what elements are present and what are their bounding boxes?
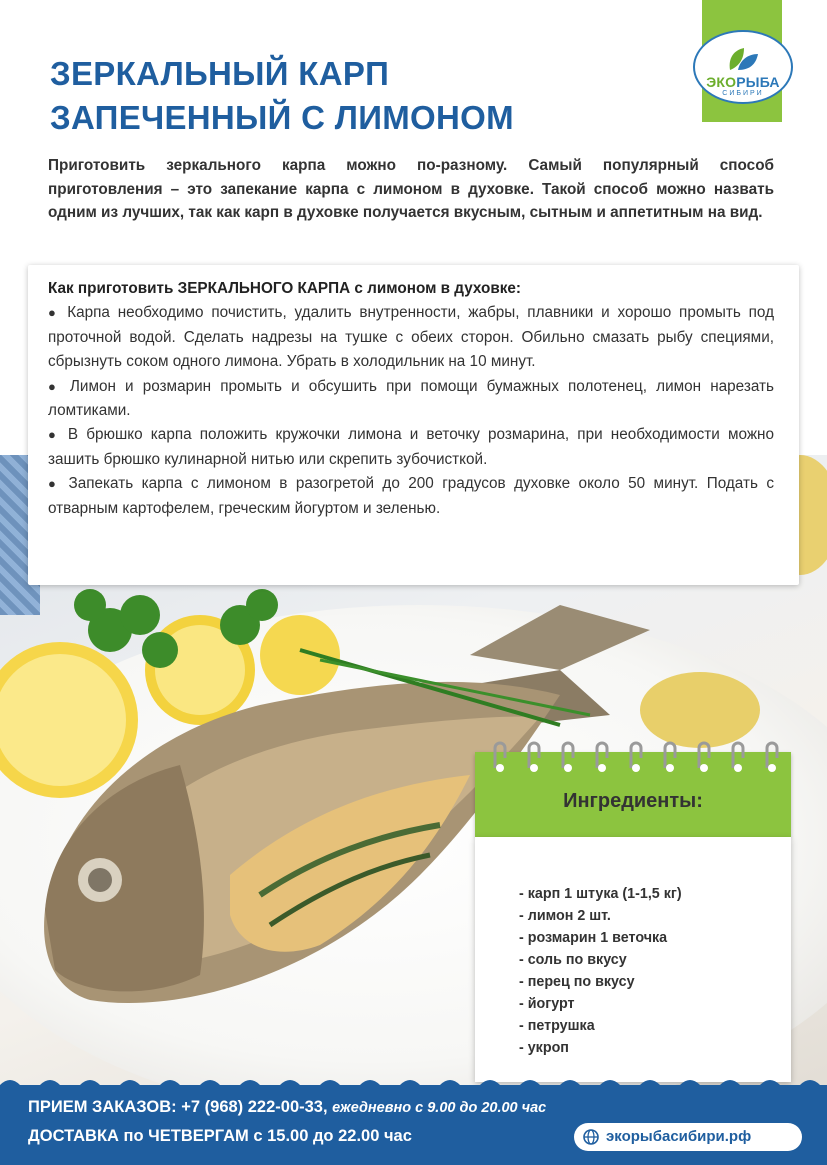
step-text: Лимон и розмарин промыть и обсушить при помощи бумажных полотенец, лимон нарезать ломтиками. <box>48 377 775 420</box>
method-card <box>28 265 799 585</box>
step-text: Запекать карпа с лимоном в разогретой до 200 градусов духовке около 50 минут. Подать с отварным картофелем, греческим йогуртом и зеленью. <box>48 475 774 517</box>
logo-wordmark <box>700 74 786 90</box>
list-item: - карп 1 штука (1-1,5 кг) <box>519 886 682 902</box>
intro-paragraph: Приготовить зеркального карпа можно по-разному. Самый популярный способ приготовления – это запекание карпа с лимоном в духовке. Такой способ можно назвать одним из лучших, так как карп в духовке получается вкусным, сытным и аппетитным на вид. <box>48 157 774 221</box>
logo-subtitle: СИБИРИ <box>722 90 764 97</box>
delivery-line: ДОСТАВКА по ЧЕТВЕРГАМ с 15.00 до 22.00 час <box>28 1127 412 1145</box>
list-item: - соль по вкусу <box>519 952 627 968</box>
list-item: - петрушка <box>519 1018 595 1034</box>
logo-eco: ЭКО <box>706 74 737 90</box>
list-item: - розмарин 1 веточка <box>519 930 668 946</box>
fish-leaf-logo-icon <box>724 44 764 74</box>
website-text: экорыбасибири.рф <box>606 1128 752 1145</box>
page-title <box>50 52 514 140</box>
bullet: ● <box>48 305 60 321</box>
orders-label: ПРИЕМ ЗАКАЗОВ: +7 (968) 222-00-33, <box>28 1098 328 1116</box>
website-link[interactable] <box>574 1123 802 1151</box>
list-item: - лимон 2 шт. <box>519 908 611 924</box>
orders-hours: ежедневно с 9.00 до 20.00 час <box>332 1100 547 1116</box>
method-heading: Как приготовить ЗЕРКАЛЬНОГО КАРПА с лимоном в духовке: <box>48 280 522 297</box>
step-text: В брюшко карпа положить кружочки лимона и веточку розмарина, при необходимости можно зашить брюшко кулинарной нитью или скрепить зубочисткой. <box>48 426 775 468</box>
logo-fish: РЫБА <box>736 74 780 90</box>
orders-line <box>28 1098 546 1117</box>
method-step <box>48 375 774 424</box>
list-item: - укроп <box>519 1040 569 1056</box>
ingredients-notepad <box>475 752 791 1082</box>
list-item: - перец по вкусу <box>519 974 635 990</box>
method-step <box>48 423 774 472</box>
list-item: - йогурт <box>519 996 575 1012</box>
ingredients-title: Ингредиенты: <box>563 790 703 812</box>
bullet: ● <box>48 427 60 443</box>
method-step <box>48 301 774 374</box>
title-line-1: ЗЕРКАЛЬНЫЙ КАРП <box>50 55 390 92</box>
method-step <box>48 472 774 521</box>
step-text: Карпа необходимо почистить, удалить внутренности, жабры, плавники и хорошо промыть под проточной водой. Сделать надрезы на тушке с обеих сторон. Обильно смазать рыбу специями, сбрызнуть соком одного лимона. Убрать в холодильник на 10 минут. <box>48 304 775 371</box>
bullet: ● <box>48 476 61 492</box>
spiral-rings-icon <box>485 738 785 778</box>
bullet: ● <box>48 378 61 394</box>
globe-icon <box>583 1129 599 1145</box>
title-line-2: ЗАПЕЧЕННЫЙ С ЛИМОНОМ <box>50 99 514 136</box>
ingredients-list <box>519 883 682 1059</box>
